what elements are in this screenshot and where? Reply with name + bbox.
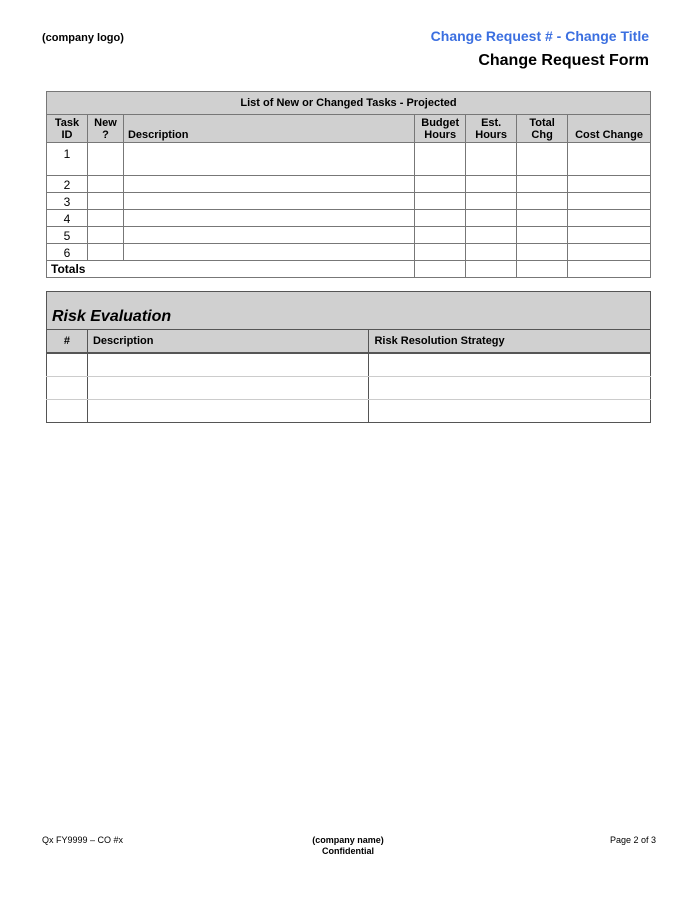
budget-hours-cell[interactable] (415, 143, 466, 176)
col-budget-hours: Budget Hours (415, 115, 466, 143)
task-id-cell: 3 (47, 193, 88, 210)
budget-hours-cell[interactable] (415, 210, 466, 227)
tasks-table-caption: List of New or Changed Tasks - Projected (47, 92, 651, 115)
total-chg-cell[interactable] (517, 210, 568, 227)
task-id-cell: 4 (47, 210, 88, 227)
budget-hours-total[interactable] (415, 261, 466, 278)
table-row (47, 377, 651, 400)
col-cost-change: Cost Change (568, 115, 651, 143)
description-cell[interactable] (123, 193, 414, 210)
description-cell[interactable] (123, 176, 414, 193)
new-cell[interactable] (87, 210, 123, 227)
est-hours-cell[interactable] (466, 193, 517, 210)
risk-strategy-cell[interactable] (369, 377, 651, 400)
footer-company (0, 835, 696, 857)
new-cell[interactable] (87, 193, 123, 210)
table-row (47, 244, 651, 261)
description-cell[interactable] (123, 244, 414, 261)
description-cell[interactable] (123, 210, 414, 227)
est-hours-cell[interactable] (466, 210, 517, 227)
col-description: Description (123, 115, 414, 143)
risk-strategy-cell[interactable] (369, 400, 651, 423)
new-cell[interactable] (87, 244, 123, 261)
totals-row (47, 261, 651, 278)
cost-change-total[interactable] (568, 261, 651, 278)
new-cell[interactable] (87, 143, 123, 176)
cost-change-cell[interactable] (568, 244, 651, 261)
cost-change-cell[interactable] (568, 143, 651, 176)
footer-company-name: (company name) (312, 835, 384, 845)
cost-change-cell[interactable] (568, 227, 651, 244)
total-chg-cell[interactable] (517, 143, 568, 176)
cost-change-cell[interactable] (568, 176, 651, 193)
task-id-cell: 5 (47, 227, 88, 244)
col-task-id: Task ID (47, 115, 88, 143)
budget-hours-cell[interactable] (415, 193, 466, 210)
budget-hours-cell[interactable] (415, 244, 466, 261)
total-chg-cell[interactable] (517, 227, 568, 244)
total-chg-cell[interactable] (517, 244, 568, 261)
risk-number-cell[interactable] (47, 377, 88, 400)
col-risk-strategy: Risk Resolution Strategy (369, 330, 651, 354)
est-hours-cell[interactable] (466, 143, 517, 176)
cost-change-cell[interactable] (568, 193, 651, 210)
table-row (47, 227, 651, 244)
risk-number-cell[interactable] (47, 353, 88, 377)
est-hours-cell[interactable] (466, 227, 517, 244)
new-cell[interactable] (87, 176, 123, 193)
col-total-chg: Total Chg (517, 115, 568, 143)
risk-description-cell[interactable] (87, 353, 369, 377)
table-row (47, 210, 651, 227)
total-chg-cell[interactable] (517, 176, 568, 193)
est-hours-cell[interactable] (466, 244, 517, 261)
col-risk-number: # (47, 330, 88, 354)
footer-doc-id: Qx FY9999 – CO #x (42, 835, 124, 845)
totals-label: Totals (47, 261, 415, 278)
tasks-header-row (47, 115, 651, 143)
total-chg-total[interactable] (517, 261, 568, 278)
budget-hours-cell[interactable] (415, 227, 466, 244)
risk-evaluation-table (46, 291, 651, 423)
table-row (47, 143, 651, 176)
risk-header-row (47, 330, 651, 354)
table-row (47, 193, 651, 210)
est-hours-total[interactable] (466, 261, 517, 278)
change-request-title: Change Request # - Change Title (430, 28, 649, 44)
footer-page-number: Page 2 of 3 (609, 835, 656, 845)
table-row (47, 400, 651, 423)
risk-description-cell[interactable] (87, 377, 369, 400)
col-est-hours: Est. Hours (466, 115, 517, 143)
risk-description-cell[interactable] (87, 400, 369, 423)
col-risk-description: Description (87, 330, 369, 354)
table-row (47, 353, 651, 377)
cost-change-cell[interactable] (568, 210, 651, 227)
description-cell[interactable] (123, 143, 414, 176)
task-id-cell: 1 (47, 143, 88, 176)
tasks-table (46, 91, 651, 278)
est-hours-cell[interactable] (466, 176, 517, 193)
col-new: New ? (87, 115, 123, 143)
risk-number-cell[interactable] (47, 400, 88, 423)
risk-strategy-cell[interactable] (369, 353, 651, 377)
company-logo-placeholder: (company logo) (42, 32, 124, 44)
new-cell[interactable] (87, 227, 123, 244)
table-row (47, 176, 651, 193)
total-chg-cell[interactable] (517, 193, 568, 210)
budget-hours-cell[interactable] (415, 176, 466, 193)
form-title: Change Request Form (478, 52, 649, 69)
task-id-cell: 6 (47, 244, 88, 261)
footer-confidential: Confidential (322, 846, 374, 856)
risk-evaluation-title: Risk Evaluation (47, 292, 651, 330)
description-cell[interactable] (123, 227, 414, 244)
task-id-cell: 2 (47, 176, 88, 193)
